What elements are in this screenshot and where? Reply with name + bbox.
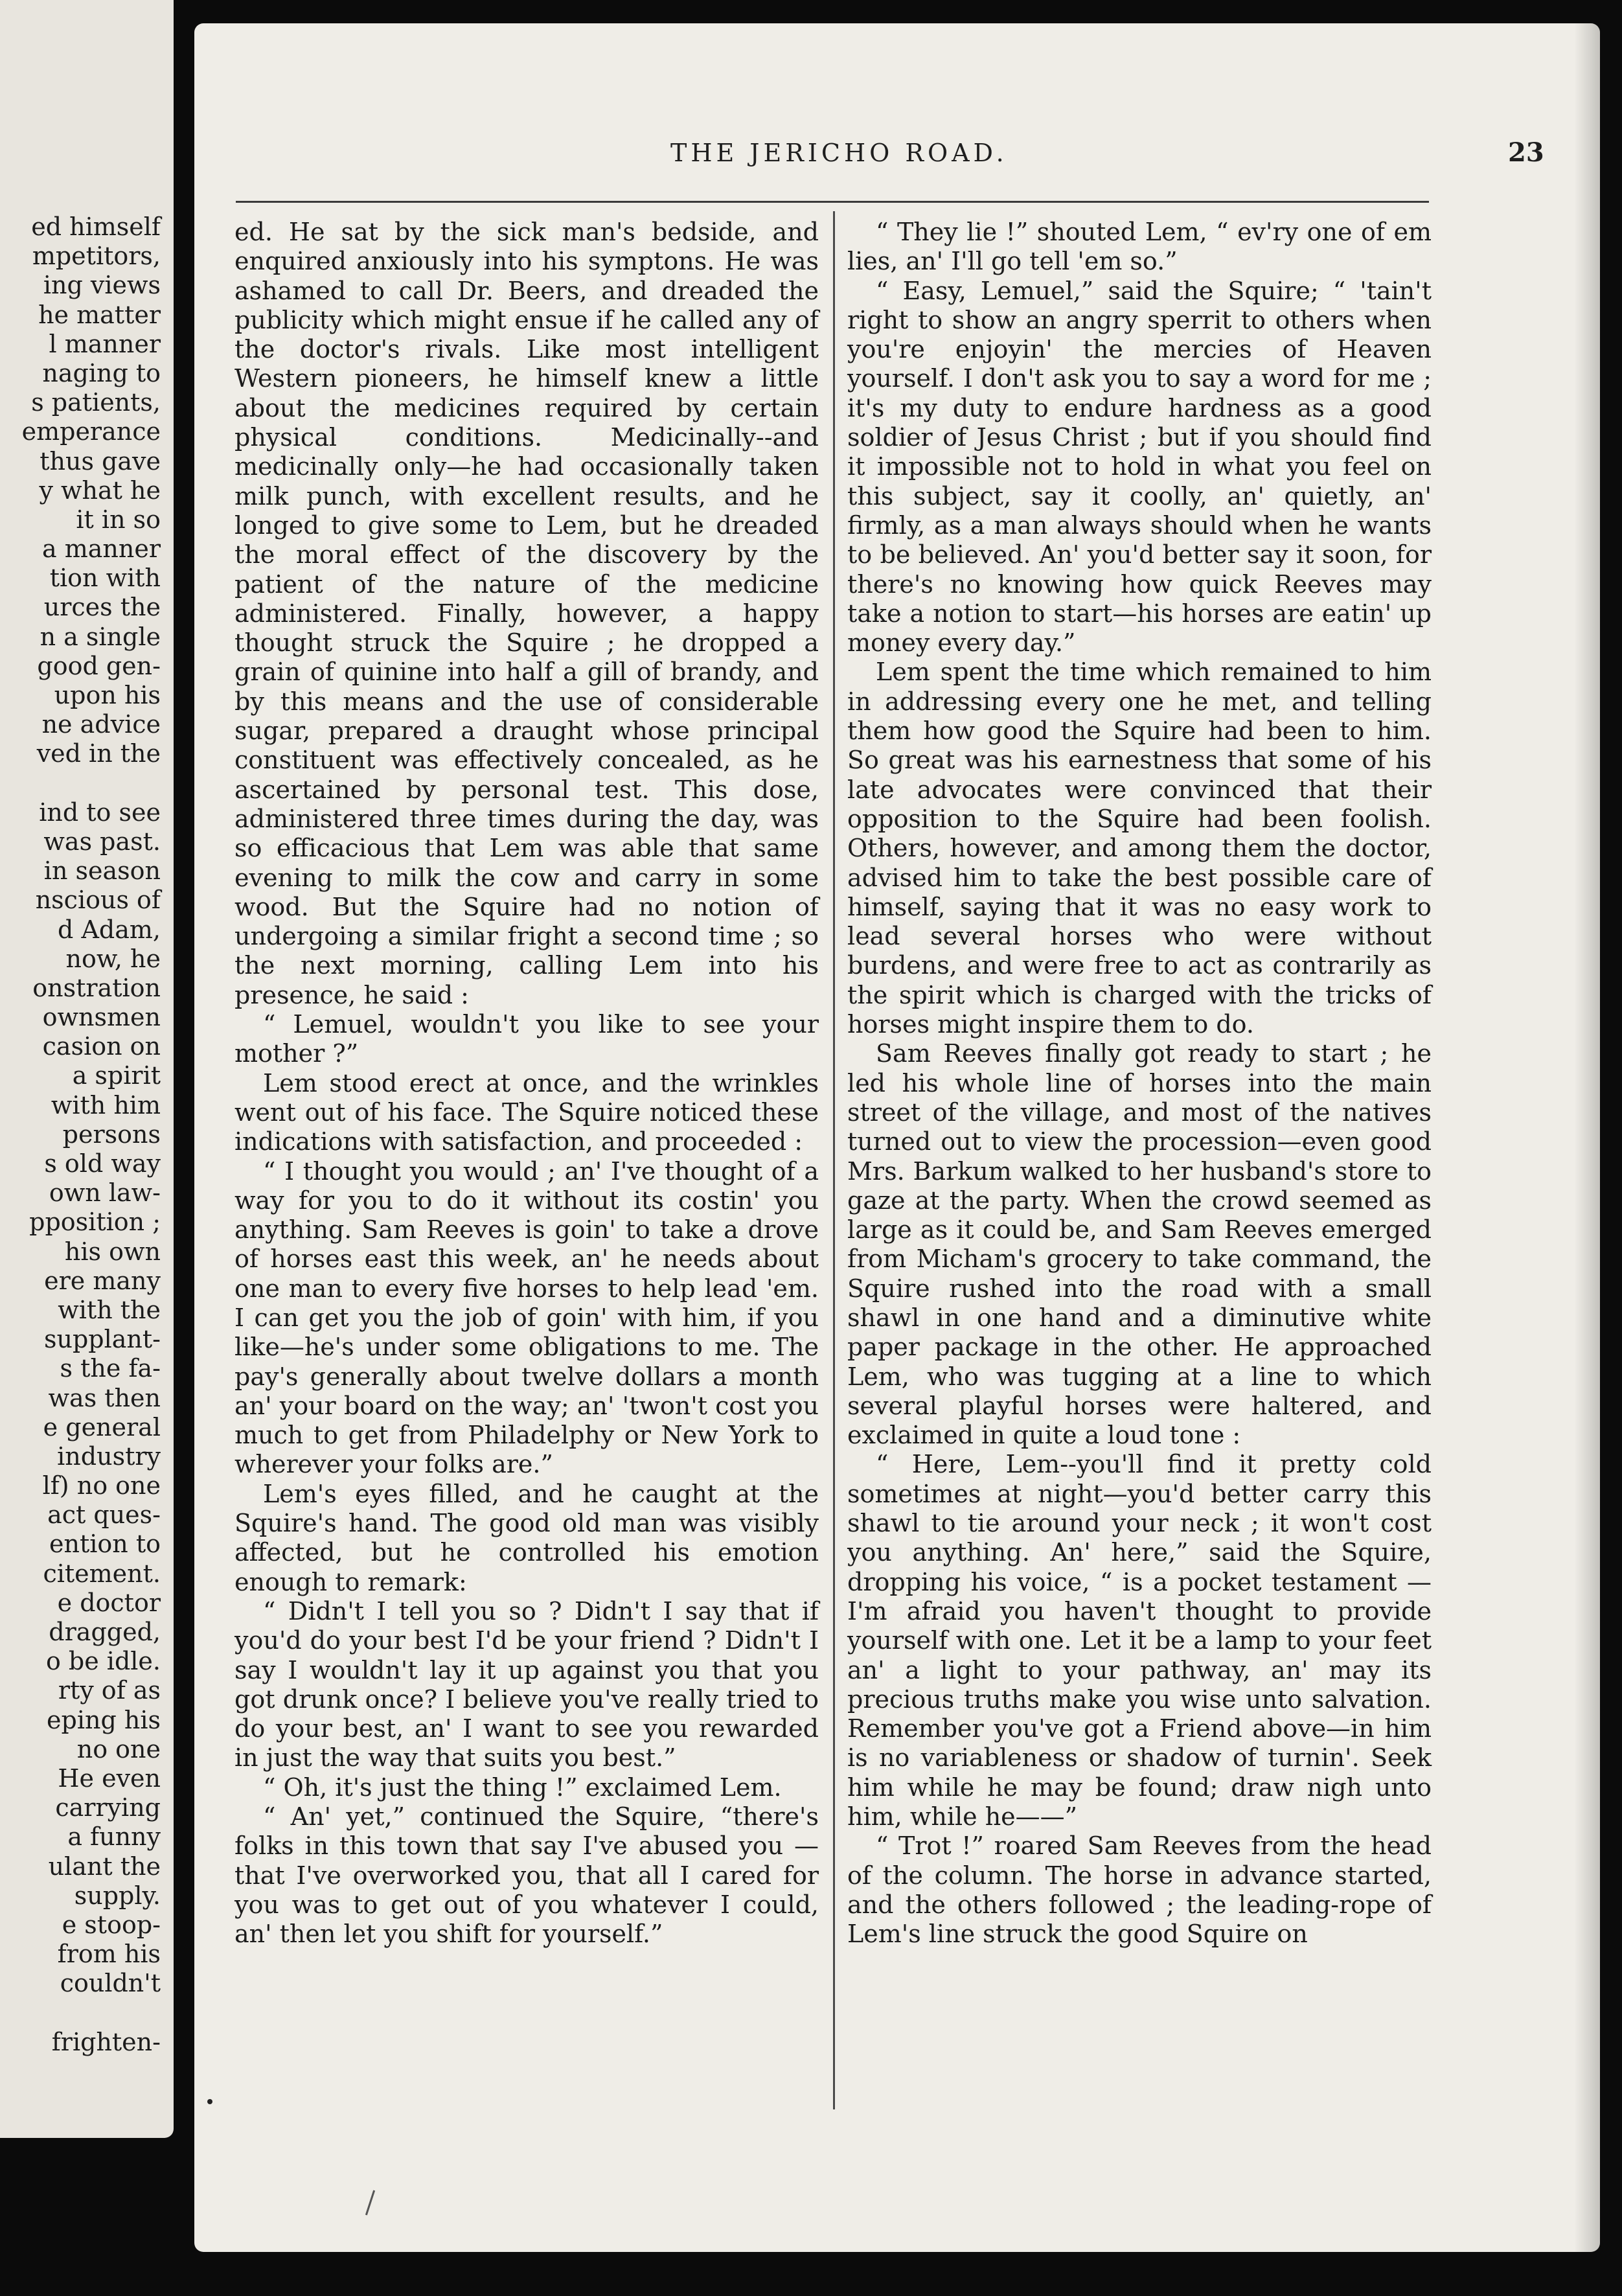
paragraph: “ Here, Lem--you'll find it pretty cold sometimes at night—you'd better carry this shawl to tie around your neck ; it won't cost you anything. An' here,” said the Squire, dropping his voice, “ is a pocket testament —I'm afraid you haven't thought to provide yourself with one. Let it be a lamp to your feet an' a light to your pathway, an' may its precious truths make you wise unto salvation. Remember you've got a Friend above—in him is no variableness or shadow of turnin'. Seek him while he may be found; draw nigh unto him, while he——”	[847, 1450, 1432, 1831]
fragment-line: l manner	[49, 329, 161, 358]
fragment-line: d Adam,	[58, 915, 161, 944]
fragment-line: e general	[43, 1412, 161, 1441]
ink-speck	[207, 2099, 212, 2104]
fragment-line: a funny	[67, 1822, 161, 1852]
fragment-line: persons	[62, 1119, 161, 1149]
fragment-line: ownsmen	[42, 1003, 161, 1032]
fragment-line: his own	[64, 1237, 161, 1266]
fragment-line: e doctor	[57, 1588, 161, 1617]
paragraph: “ An' yet,” continued the Squire, “there's folks in this town that say I've abused you —that I've overworked you, that all I cared for you was to get out of you whatever I could, an' then let you shift for yourself.”	[234, 1802, 819, 1949]
paragraph: Lem spent the time which remained to him in addressing every one he met, and telling them how good the Squire had been to him. So great was his earnestness that some of his late advocates were convinced that their opposition to the Squire had been foolish. Others, however, and among them the doctor, advised him to take the best possible care of himself, saying that it was no easy work to lead several horses who were without burdens, and were free to act as contrarily as the spirit which is charged with the tricks of horses might inspire them to do.	[847, 658, 1432, 1039]
paragraph: “ They lie !” shouted Lem, “ ev'ry one of em lies, an' I'll go tell 'em so.”	[847, 218, 1432, 276]
fragment-line: eping his	[47, 1705, 161, 1734]
fragment-line: a spirit	[72, 1061, 161, 1090]
paragraph: “ Lemuel, wouldn't you like to see your mother ?”	[234, 1010, 819, 1068]
paragraph: ed. He sat by the sick man's bedside, and enquired anxiously into his symptons. He was ashamed to call Dr. Beers, and dreaded the publicity which might ensue if he called any of the doctor's rivals. Like most intelligent Western pioneers, he himself knew a little about the medicines required by certain physical conditions. Medicinally--and medicinally only—he had occasionally taken milk punch, with excellent results, and he longed to give some to Lem, but he dreaded the moral effect of the discovery by the patient of the nature of the medicine administered. Finally, however, a happy thought struck the Squire ; he dropped a grain of quinine into half a gill of brandy, and by this means and the use of considerable sugar, prepared a draught whose principal constituent was effectively concealed, as he ascertained by personal test. This dose, administered three times during the day, was so efficacious that Lem was able that same evening to milk the cow and carry in some wood. But the Squire had no notion of undergoing a similar fright a second time ; so the next morning, calling Lem into his presence, he said :	[234, 218, 819, 1009]
fragment-line: s the fa-	[60, 1354, 161, 1383]
fragment-line: upon his	[54, 681, 161, 709]
fragment-line: e stoop-	[62, 1910, 161, 1939]
fragment-line: act ques-	[47, 1500, 161, 1530]
fragment-line: ne advice	[41, 710, 161, 739]
fragment-line: rty of as	[58, 1676, 161, 1705]
page-curl-shadow	[1574, 23, 1600, 2252]
fragment-line: ved in the	[36, 739, 161, 768]
paragraph: Lem's eyes filled, and he caught at the Squire's hand. The good old man was visibly affected, but he controlled his emotion enough to remark:	[234, 1479, 819, 1596]
fragment-line: now, he	[65, 944, 161, 973]
fragment-line: citement.	[43, 1559, 161, 1588]
running-head: THE JERICHO ROAD.	[670, 139, 1008, 167]
paragraph: Lem stood erect at once, and the wrinkles went out of his face. The Squire noticed these indications with satisfaction, and proceeded :	[234, 1068, 819, 1156]
fragment-line: s patients,	[31, 388, 161, 417]
fragment-line: ulant the	[48, 1852, 161, 1881]
fragment-line: it in so	[76, 505, 161, 534]
facing-page-text	[22, 212, 161, 2057]
fragment-line: with the	[58, 1295, 161, 1324]
fragment-line: was then	[48, 1383, 161, 1412]
fragment-line: ention to	[49, 1530, 161, 1559]
fragment-line: onstration	[32, 973, 161, 1002]
fragment-line: urces the	[43, 593, 161, 622]
paragraph: “ Oh, it's just the thing !” exclaimed Lem.	[263, 1773, 782, 1802]
fragment-line: casion on	[42, 1032, 161, 1061]
fragment-line	[22, 1998, 161, 2027]
column-divider	[833, 211, 835, 2109]
fragment-line: lf) no one	[42, 1471, 161, 1500]
fragment-line: ere many	[44, 1266, 161, 1295]
fragment-line: carrying	[55, 1793, 161, 1822]
fragment-line: with him	[51, 1090, 161, 1119]
fragment-line: own law-	[49, 1178, 161, 1208]
fragment-line: ing views	[43, 271, 161, 300]
fragment-line: He even	[58, 1763, 161, 1793]
fragment-line: ind to see	[39, 798, 161, 827]
fragment-line: he matter	[38, 300, 161, 329]
fragment-line: dragged,	[49, 1618, 161, 1646]
fragment-line: no one	[76, 1734, 161, 1763]
fragment-line: a manner	[41, 534, 161, 564]
paragraph: “ Trot !” roared Sam Reeves from the head of the column. The horse in advance started, and the others followed ; the leading-rope of Lem's line struck the good Squire on	[847, 1831, 1432, 1949]
fragment-line: ed himself	[31, 212, 161, 241]
page-number: 23	[1508, 137, 1544, 168]
paragraph: Sam Reeves finally got ready to start ; he led his whole line of horses into the main street of the village, and most of the natives turned out to view the procession—even good Mrs. Barkum walked to her husband's store to gaze at the party. When the crowd seemed as large as it could be, and Sam Reeves emerged from Micham's grocery to take command, the Squire rushed into the road with a small shawl in one hand and a diminutive white paper package in the other. He approached Lem, who was tugging at a line to which several playful horses were haltered, and exclaimed in quite a loud tone :	[847, 1039, 1432, 1450]
fragment-line: was past.	[43, 827, 161, 856]
right-text-column	[847, 218, 1432, 1949]
fragment-line: pposition ;	[29, 1208, 161, 1237]
fragment-line: tion with	[49, 564, 161, 593]
fragment-line: supply.	[74, 1881, 161, 1910]
fragment-line: nscious of	[35, 886, 161, 915]
fragment-line: mpetitors,	[32, 242, 161, 271]
fragment-line: couldn't	[60, 1969, 161, 1998]
fragment-line: naging to	[42, 358, 161, 387]
fragment-line: y what he	[39, 476, 161, 505]
header-rule	[236, 201, 1429, 203]
fragment-line: from his	[57, 1940, 161, 1969]
fragment-line: o be idle.	[45, 1647, 161, 1676]
fragment-line: emperance	[21, 417, 161, 446]
fragment-line: thus gave	[40, 446, 161, 476]
fragment-line: in season	[43, 856, 161, 886]
fragment-line: supplant-	[43, 1325, 161, 1354]
paragraph: “ Didn't I tell you so ? Didn't I say that if you'd do your best I'd be your friend ? Didn't I say I wouldn't lay it up against you that you got drunk once? I believe you've really tried to do your best, an' I want to see you rewarded in just the way that suits you best.”	[234, 1596, 819, 1773]
paragraph: “ I thought you would ; an' I've thought of a way for you to do it without its costin' you anything. Sam Reeves is goin' to take a drove of horses east this week, an' he needs about one man to every five horses to help lead 'em. I can get you the job of goin' with him, if you like—he's under some obligations to me. The pay's generally about twelve dollars a month an' your board on the way; an' 'twon't cost you much to get from Philadelphy or New York to wherever your folks are.”	[234, 1156, 819, 1479]
facing-page-edge	[0, 0, 174, 2138]
paragraph: “ Easy, Lemuel,” said the Squire; “ 'tain't right to show an angry sperrit to others when you're enjoyin' the mercies of Heaven yourself. I don't ask you to say a word for me ; it's my duty to endure hardness as a good soldier of Jesus Christ ; but if you should find it impossible not to hold in what you feel on this subject, say it coolly, an' quietly, an' firmly, as a man always should when he wants to be believed. An' you'd better say it soon, for there's no knowing how quick Reeves may take a notion to start—his horses are eatin' up money every day.”	[847, 276, 1432, 658]
fragment-line: industry	[57, 1441, 161, 1471]
fragment-line: s old way	[44, 1149, 161, 1178]
fragment-line	[22, 769, 161, 798]
fragment-line: n a single	[40, 622, 161, 651]
book-page	[194, 23, 1600, 2252]
fragment-line: frighten-	[51, 2027, 161, 2056]
fragment-line: good gen-	[37, 651, 161, 680]
left-text-column	[234, 218, 819, 1949]
